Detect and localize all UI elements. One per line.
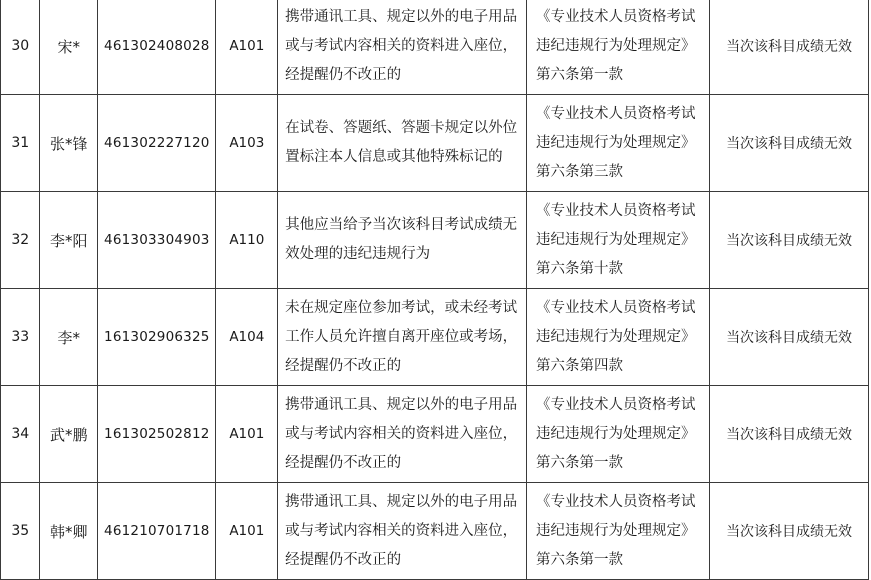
penalty-result: 当次该科目成绩无效 xyxy=(710,0,869,95)
candidate-id: 461302227120 xyxy=(98,95,216,192)
candidate-id: 461210701718 xyxy=(98,483,216,580)
candidate-name: 张*锋 xyxy=(40,95,98,192)
candidate-name: 李* xyxy=(40,289,98,386)
violation-description: 携带通讯工具、规定以外的电子用品或与考试内容相关的资料进入座位，经提醒仍不改正的 xyxy=(285,493,518,568)
row-number: 30 xyxy=(1,0,40,95)
violation-description-cell xyxy=(278,95,527,192)
legal-basis-cell xyxy=(527,289,710,386)
row-number: 31 xyxy=(1,95,40,192)
violation-description-cell xyxy=(278,0,527,95)
violation-code: A103 xyxy=(216,95,278,192)
penalty-result: 当次该科目成绩无效 xyxy=(710,289,869,386)
table-row xyxy=(1,0,869,95)
row-number: 35 xyxy=(1,483,40,580)
candidate-id: 461302408028 xyxy=(98,0,216,95)
candidate-name: 宋* xyxy=(40,0,98,95)
legal-basis: 《专业技术人员资格考试违纪违规行为处理规定》第六条第三款 xyxy=(536,105,696,180)
table-row xyxy=(1,192,869,289)
legal-basis-cell xyxy=(527,483,710,580)
violation-code: A110 xyxy=(216,192,278,289)
violation-description: 携带通讯工具、规定以外的电子用品或与考试内容相关的资料进入座位，经提醒仍不改正的 xyxy=(285,396,518,471)
row-number: 33 xyxy=(1,289,40,386)
legal-basis: 《专业技术人员资格考试违纪违规行为处理规定》第六条第四款 xyxy=(536,299,696,374)
table-row xyxy=(1,289,869,386)
violation-description-cell xyxy=(278,483,527,580)
candidate-id: 161302906325 xyxy=(98,289,216,386)
violation-description: 未在规定座位参加考试，或未经考试工作人员允许擅自离开座位或考场，经提醒仍不改正的 xyxy=(285,299,518,374)
violation-code: A104 xyxy=(216,289,278,386)
penalty-result: 当次该科目成绩无效 xyxy=(710,483,869,580)
legal-basis: 《专业技术人员资格考试违纪违规行为处理规定》第六条第一款 xyxy=(536,493,696,568)
legal-basis: 《专业技术人员资格考试违纪违规行为处理规定》第六条第一款 xyxy=(536,396,696,471)
legal-basis: 《专业技术人员资格考试违纪违规行为处理规定》第六条第十款 xyxy=(536,202,696,277)
legal-basis: 《专业技术人员资格考试违纪违规行为处理规定》第六条第一款 xyxy=(536,8,696,83)
table-row xyxy=(1,483,869,580)
left-border-line xyxy=(0,0,1,579)
legal-basis-cell xyxy=(527,0,710,95)
legal-basis-cell xyxy=(527,386,710,483)
violation-code: A101 xyxy=(216,483,278,580)
table-row xyxy=(1,386,869,483)
violation-code: A101 xyxy=(216,0,278,95)
candidate-name: 武*鹏 xyxy=(40,386,98,483)
candidate-name: 韩*卿 xyxy=(40,483,98,580)
table-row xyxy=(1,95,869,192)
violation-description-cell xyxy=(278,386,527,483)
candidate-id: 461303304903 xyxy=(98,192,216,289)
violation-description-cell xyxy=(278,289,527,386)
penalty-result: 当次该科目成绩无效 xyxy=(710,386,869,483)
violation-code: A101 xyxy=(216,386,278,483)
legal-basis-cell xyxy=(527,192,710,289)
row-number: 34 xyxy=(1,386,40,483)
row-number: 32 xyxy=(1,192,40,289)
candidate-name: 李*阳 xyxy=(40,192,98,289)
legal-basis-cell xyxy=(527,95,710,192)
violation-description: 在试卷、答题纸、答题卡规定以外位置标注本人信息或其他特殊标记的 xyxy=(285,120,518,165)
violation-description: 其他应当给予当次该科目考试成绩无效处理的违纪违规行为 xyxy=(285,217,518,262)
violation-description-cell xyxy=(278,192,527,289)
penalty-result: 当次该科目成绩无效 xyxy=(710,95,869,192)
candidate-id: 161302502812 xyxy=(98,386,216,483)
penalty-result: 当次该科目成绩无效 xyxy=(710,192,869,289)
violation-description: 携带通讯工具、规定以外的电子用品或与考试内容相关的资料进入座位，经提醒仍不改正的 xyxy=(285,8,518,83)
